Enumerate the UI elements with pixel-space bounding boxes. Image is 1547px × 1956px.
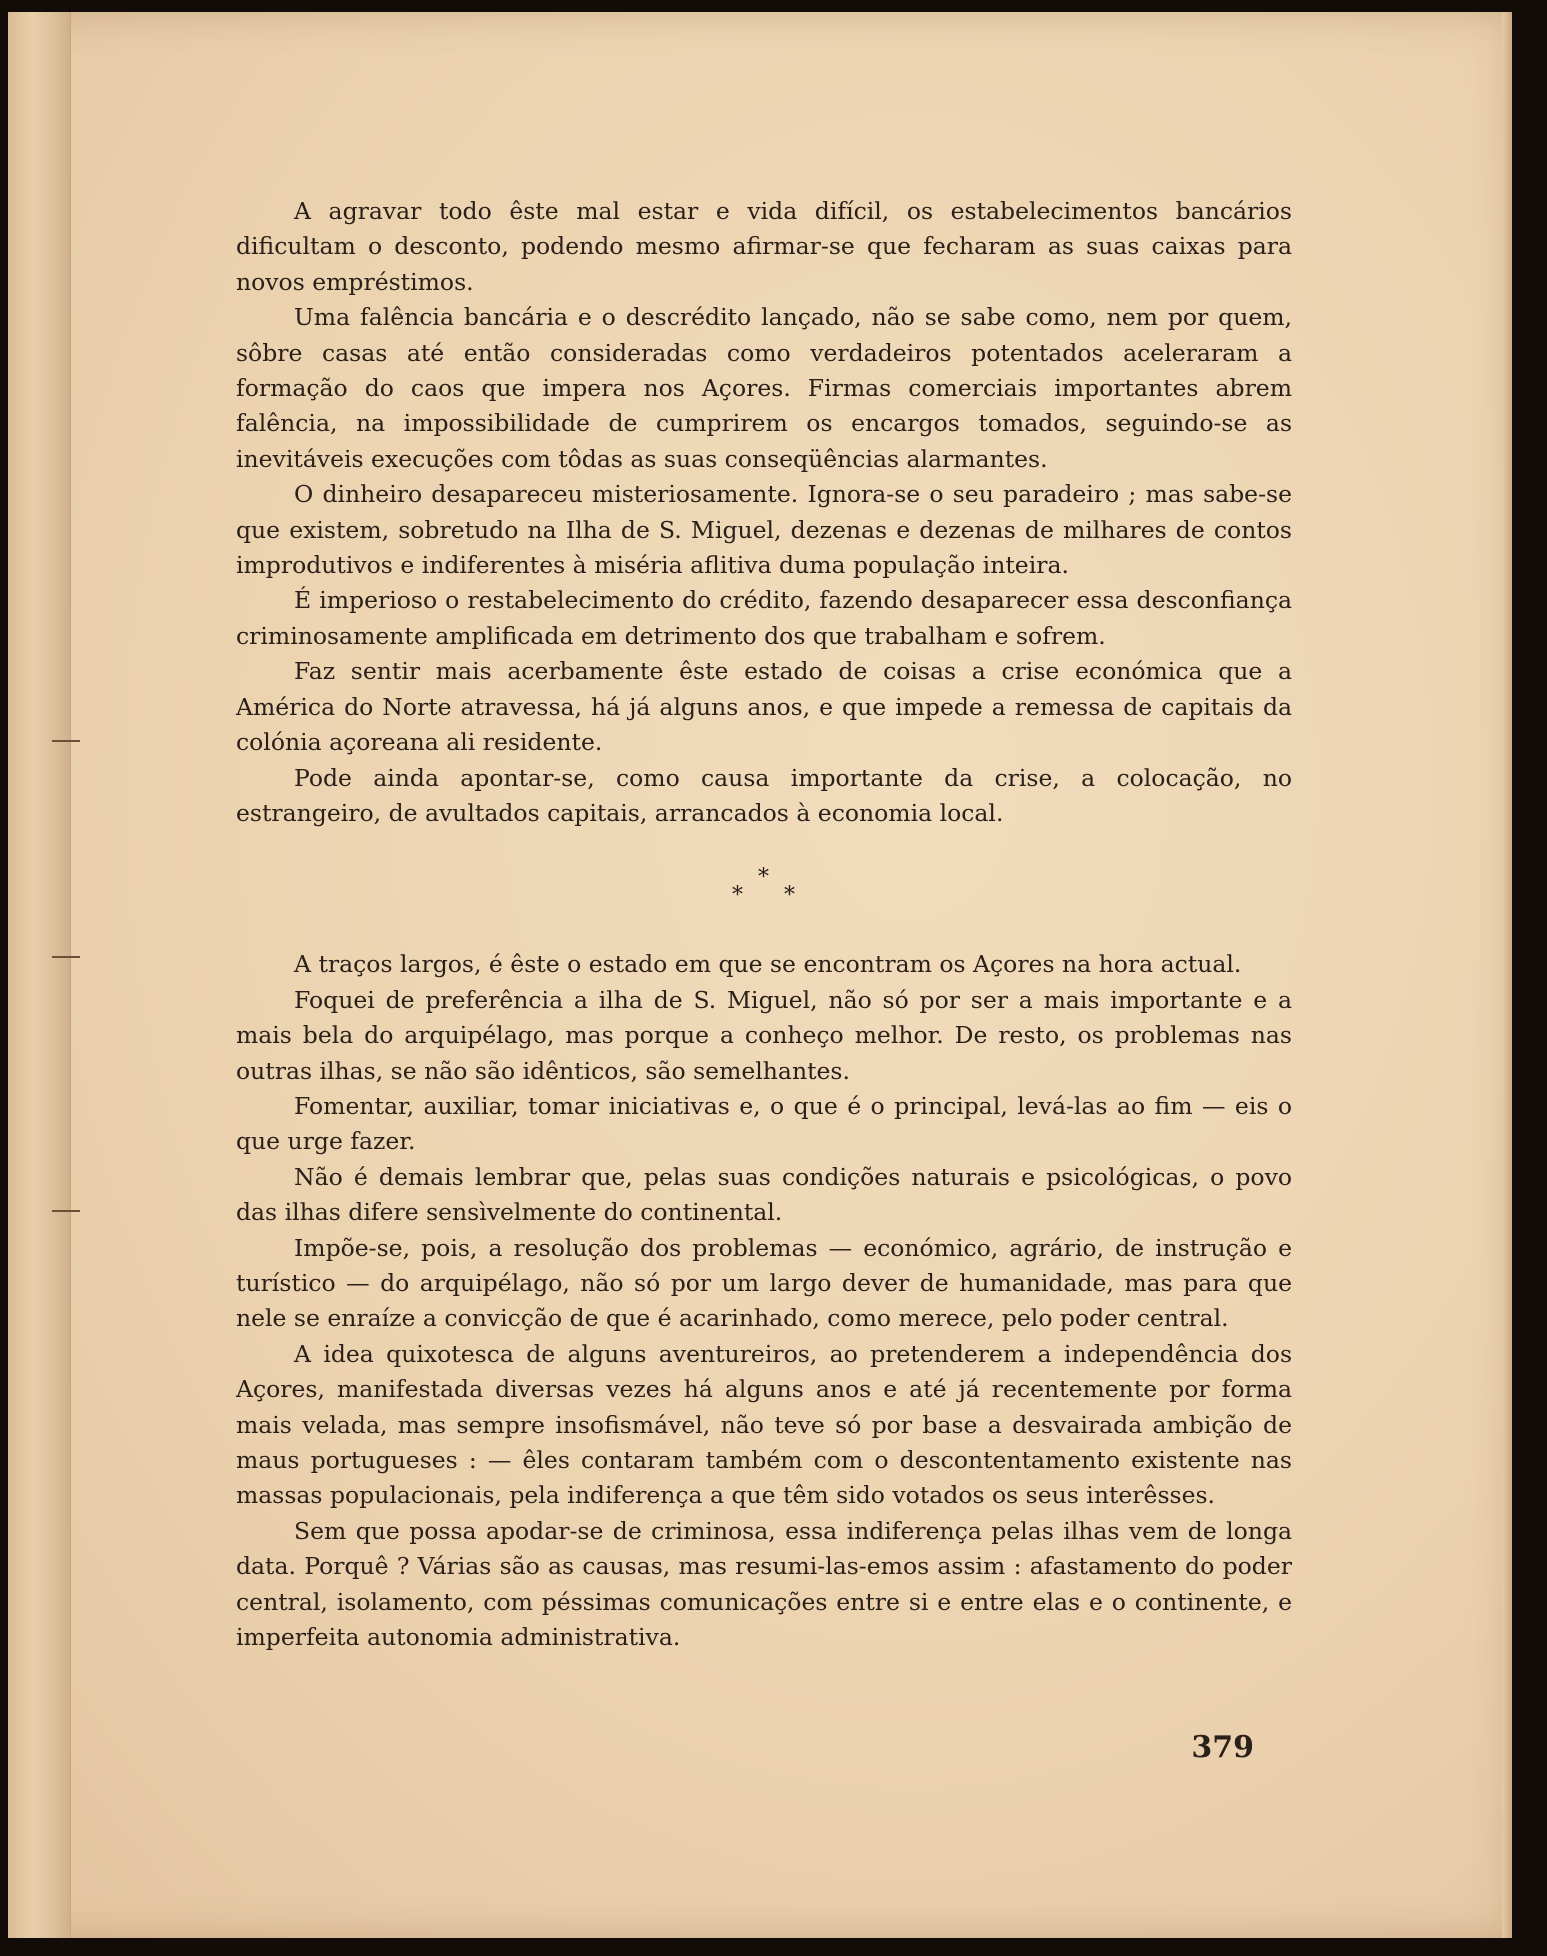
- page-number: 379: [1191, 1730, 1254, 1765]
- paragraph: Faz sentir mais acerbamente êste estado de coisas a crise económica que a América do Norte atravessa, há já alguns anos, e que impede a remessa de capitais da colónia açoreana ali residente.: [236, 657, 1292, 757]
- paragraph: Sem que possa apodar-se de criminosa, essa indiferença pelas ilhas vem de longa data. Porquê ? Várias são as causas, mas resumi-las-emos assim : afastamento do poder central, isolamento, com péssimas comunicações entre si e entre elas e o continente, e imperfeita autonomia administrativa.: [236, 1516, 1292, 1652]
- section-break-asterism: [236, 867, 1292, 913]
- paragraph: Fomentar, auxiliar, tomar iniciativas e, o que é o principal, levá-las ao fim — eis o que urge fazer.: [236, 1091, 1292, 1156]
- paragraph: Uma falência bancária e o descrédito lançado, não se sabe como, nem por quem, sôbre casas até então consideradas como verdadeiros potentados aceleraram a formação do caos que impera nos Açores. Firmas comerciais importantes abrem falência, na impossibilidade de cumprirem os encargos tomados, seguindo-se as inevitáveis execuções com tôdas as suas conseqüências alarmantes.: [236, 303, 1292, 473]
- paragraph: Não é demais lembrar que, pelas suas condições naturais e psicológicas, o povo das ilhas difere sensìvelmente do continental.: [236, 1162, 1292, 1227]
- binding-thread-mark: [52, 740, 80, 742]
- asterisk: *: [758, 865, 769, 891]
- asterisk: *: [784, 883, 795, 909]
- paragraph: Foquei de preferência a ilha de S. Miguel, não só por ser a mais importante e a mais bela do arquipélago, mas porque a conheço melhor. De resto, os problemas nas outras ilhas, se não são idênticos, são semelhantes.: [236, 985, 1292, 1085]
- book-page: [8, 12, 1512, 1938]
- body-text: [236, 194, 1292, 1655]
- paragraph: A idea quixotesca de alguns aventureiros, ao pretenderem a independência dos Açores, manifestada diversas vezes há alguns anos e até já recentemente por forma mais velada, mas sempre insofismável, não teve só por base a desvairada ambição de maus portugueses : — êles contaram também com o descontentamento existente nas massas populacionais, pela indiferença a que têm sido votados os seus interêsses.: [236, 1339, 1292, 1510]
- paragraph: A traços largos, é êste o estado em que se encontram os Açores na hora actual.: [294, 950, 1242, 979]
- binding-gutter: [8, 12, 71, 1938]
- page-edge: [1502, 12, 1512, 1938]
- asterisk: *: [732, 883, 743, 909]
- paragraph: Pode ainda apontar-se, como causa importante da crise, a colocação, no estrangeiro, de avultados capitais, arrancados à economia local.: [236, 763, 1292, 827]
- paragraph: A agravar todo êste mal estar e vida difícil, os estabelecimentos bancários dificultam o desconto, podendo mesmo afirmar-se que fecharam as suas caixas para novos empréstimos.: [236, 197, 1292, 296]
- binding-thread-mark: [52, 956, 80, 958]
- paragraph: Impõe-se, pois, a resolução dos problemas — económico, agrário, de instrução e turístico — do arquipélago, não só por um largo dever de humanidade, mas para que nele se enraíze a convicção de que é acarinhado, como merece, pelo poder central.: [236, 1233, 1292, 1333]
- paragraph: É imperioso o restabelecimento do crédito, fazendo desaparecer essa desconfiança criminosamente amplificada em detrimento dos que trabalham e sofrem.: [236, 586, 1292, 650]
- binding-thread-mark: [52, 1210, 80, 1212]
- paragraph: O dinheiro desapareceu misteriosamente. Ignora-se o seu paradeiro ; mas sabe-se que existem, sobretudo na Ilha de S. Miguel, dezenas e dezenas de milhares de contos improdutivos e indiferentes à miséria aflitiva duma população inteira.: [236, 480, 1292, 580]
